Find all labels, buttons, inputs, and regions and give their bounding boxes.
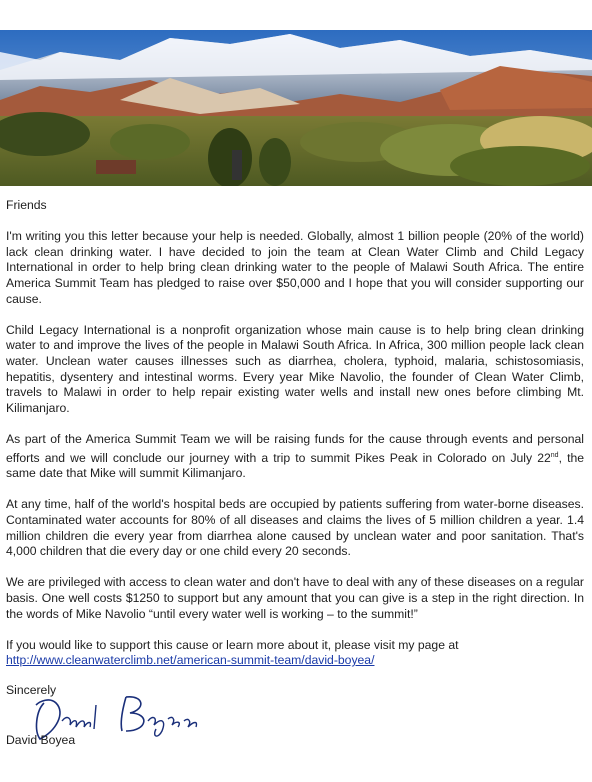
paragraph-fundraising-end: , the same date that Mike will summit Kilimanjaro. (6, 450, 585, 481)
paragraph-fundraising (6, 432, 584, 482)
sign-off: Sincerely (6, 682, 57, 697)
landscape-photo-icon (0, 30, 592, 186)
letter-body (6, 198, 584, 753)
greeting: Friends (6, 198, 47, 212)
header-landscape-photo (0, 30, 592, 186)
signer-name: David Boyea (6, 732, 76, 747)
paragraph-intro: I'm writing you this letter because your help is needed. Globally, almost 1 billion people (20% of the world) lack clean drinking water. I have decided to join the team at Clean Water Climb and Child Legacy International in order to help bring clean drinking water to the people of Malawi South Africa. The entire America Summit Team has pledged to raise over $50,000 and I hope that you will consider supporting our cause. (6, 229, 584, 306)
visit-text: If you would like to support this cause or learn more about it, please visit my page at (6, 637, 459, 652)
paragraph-fundraising-text: As part of the America Summit Team we will be raising funds for the cause through events and personal efforts and we will conclude our journey with a trip to summit Pikes Peak in Colorado on July 22 (6, 431, 584, 465)
paragraph-statistics: At any time, half of the world's hospital beds are occupied by patients suffering from water-borne diseases. Contaminated water accounts for 80% of all diseases and claims the lives of 5 million children a year. 1.4 million children die every year from diarrhea alone caused by unclean water and poor sanitation. That's 4,000 children that die every day or one child every 20 seconds. (6, 497, 584, 559)
ordinal-suffix: nd (550, 451, 559, 459)
paragraph-visit (6, 638, 584, 669)
team-page-link[interactable]: http://www.cleanwaterclimb.net/american-summit-team/david-boyea/ (6, 653, 375, 668)
paragraph-appeal: We are privileged with access to clean water and don't have to deal with any of these diseases on a regular basis. One well costs $1250 to support but any amount that you can give is a step in the right direction. In the words of Mike Navolio “until every water well is working – to the summit!” (6, 575, 584, 621)
signature-block (6, 683, 584, 753)
paragraph-organization: Child Legacy International is a nonprofit organization whose main cause is to help bring clean drinking water to and improve the lives of the people in Malawi South Africa. In Africa, 300 million people lack clean water. Unclean water causes illnesses such as diarrhea, cholera, typhoid, malaria, schistosomiasis, hepatitis, dysentery and intestinal worms. Every year Mike Navolio, the founder of Clean Water Climb, travels to Malawi in order to help repair existing water wells and install new ones before climbing Mt. Kilimanjaro. (6, 322, 584, 415)
